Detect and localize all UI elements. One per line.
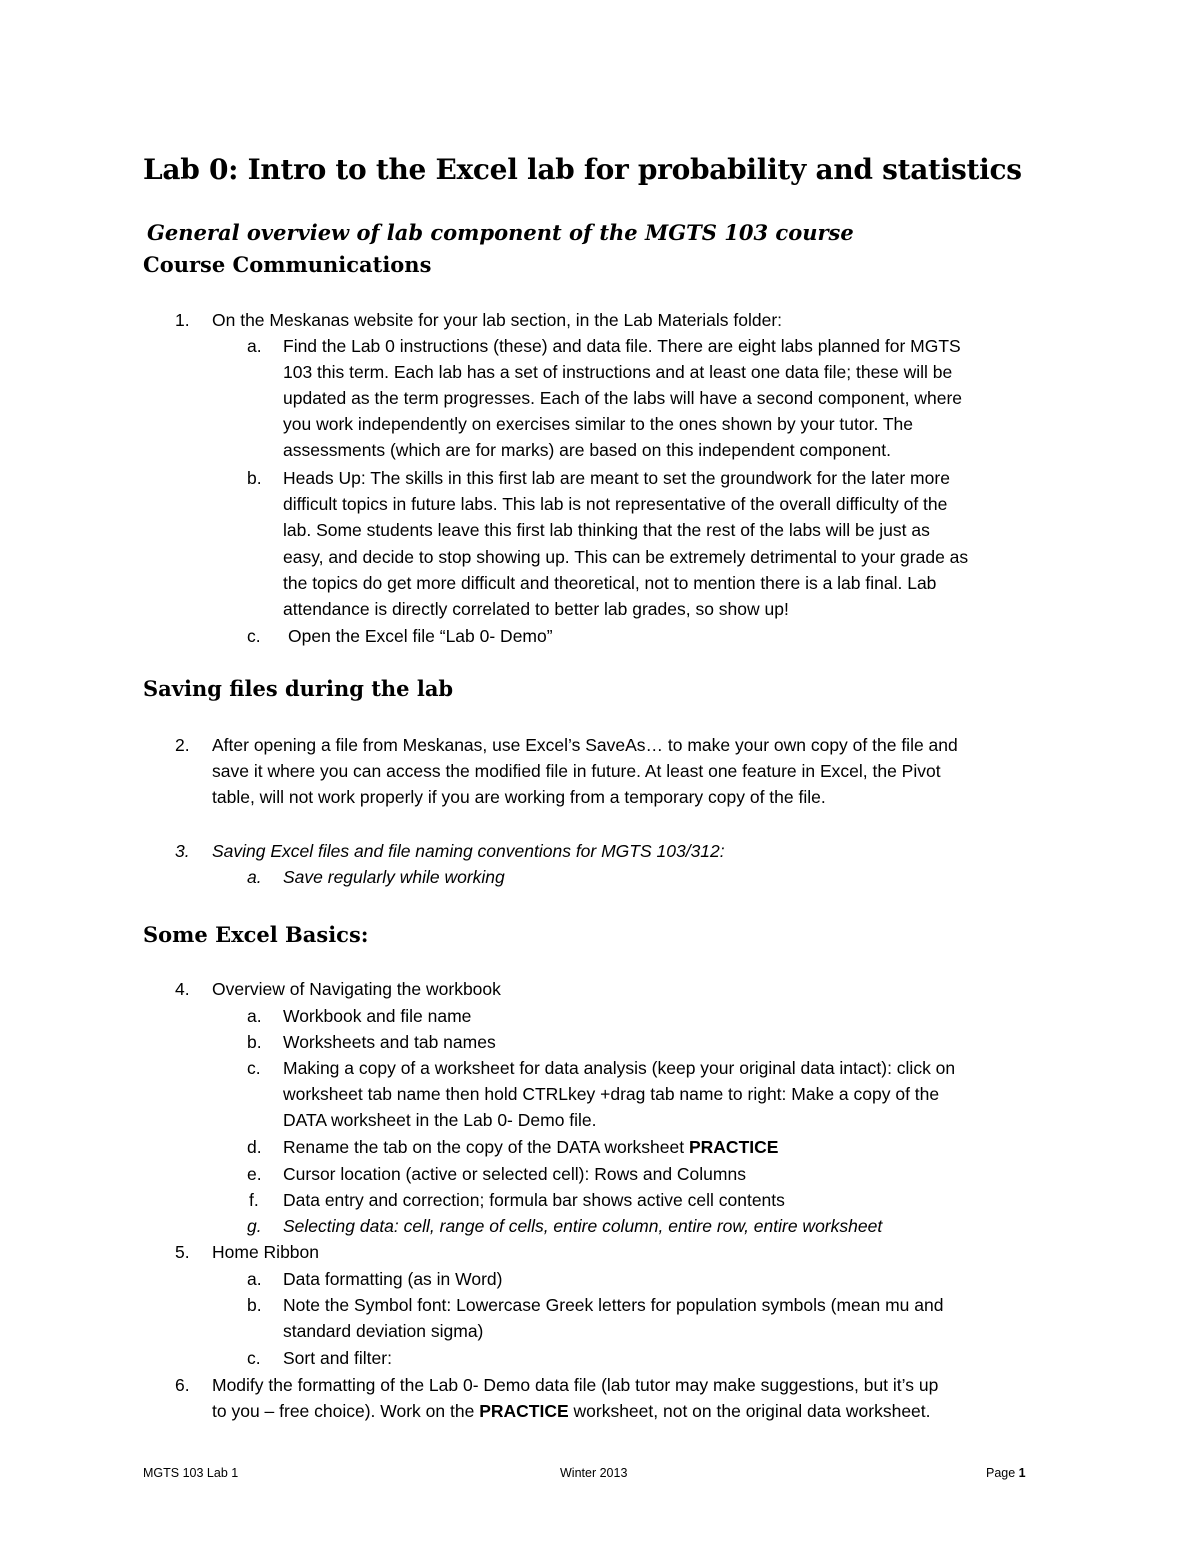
item-6-practice-strong: PRACTICE: [479, 1401, 569, 1421]
footer-right: [986, 1466, 1026, 1480]
item-1a-line: Find the Lab 0 instructions (these) and data file. There are eight labs planned for MGTS: [283, 336, 961, 356]
item-4e-label: e.: [247, 1164, 262, 1184]
item-1c-text: Open the Excel file “Lab 0- Demo”: [288, 626, 553, 646]
item-4f-label: f.: [249, 1190, 259, 1210]
item-2-line: After opening a file from Meskanas, use Excel’s SaveAs… to make your own copy of the file and: [212, 735, 958, 755]
item-4a-label: a.: [247, 1006, 262, 1026]
page-subtitle: General overview of lab component of the MGTS 103 course: [147, 220, 854, 245]
item-5-number: 5.: [175, 1242, 190, 1262]
item-2-line: table, will not work properly if you are working from a temporary copy of the file.: [212, 787, 826, 807]
item-1b-line: attendance is directly correlated to better lab grades, so show up!: [283, 599, 789, 619]
item-1a-label: a.: [247, 336, 262, 356]
item-1b-line: the topics do get more difficult and theoretical, not to mention there is a lab final. Lab: [283, 573, 937, 593]
item-6-line-2-post: worksheet, not on the original data worksheet.: [568, 1401, 931, 1421]
item-1b-label: b.: [247, 468, 262, 488]
item-4b-label: b.: [247, 1032, 262, 1052]
footer-page-label: Page: [986, 1466, 1019, 1480]
item-5c-label: c.: [247, 1348, 261, 1368]
item-3a-label: a.: [247, 867, 262, 887]
item-2-line: save it where you can access the modified file in future. At least one feature in Excel, the Pivot: [212, 761, 941, 781]
item-5a-text: Data formatting (as in Word): [283, 1269, 503, 1289]
item-5b-label: b.: [247, 1295, 262, 1315]
item-4-number: 4.: [175, 979, 190, 999]
item-5b-line: Note the Symbol font: Lowercase Greek letters for population symbols (mean mu and: [283, 1295, 944, 1315]
item-4d-row: [283, 1136, 778, 1158]
item-5a-label: a.: [247, 1269, 262, 1289]
item-4c-line: worksheet tab name then hold CTRLkey +drag tab name to right: Make a copy of the: [283, 1084, 940, 1104]
item-6-number: 6.: [175, 1375, 190, 1395]
item-4g-label: g.: [247, 1216, 262, 1236]
item-1a-line: 103 this term. Each lab has a set of instructions and at least one data file; these will be: [283, 362, 953, 382]
item-3-number: 3.: [175, 841, 190, 861]
footer-left: MGTS 103 Lab 1: [143, 1466, 239, 1480]
item-4f-text: Data entry and correction; formula bar shows active cell contents: [283, 1190, 785, 1210]
item-4g-text: Selecting data: cell, range of cells, entire column, entire row, entire worksheet: [283, 1216, 883, 1236]
item-1b-line: Heads Up: The skills in this first lab are meant to set the groundwork for the later more: [283, 468, 950, 488]
item-4e-text: Cursor location (active or selected cell): Rows and Columns: [283, 1164, 746, 1184]
item-1b-line: lab. Some students leave this first lab thinking that the rest of the labs will be just as: [283, 520, 930, 540]
item-4c-line: DATA worksheet in the Lab 0- Demo file.: [283, 1110, 597, 1130]
item-1-text: On the Meskanas website for your lab section, in the Lab Materials folder:: [212, 310, 783, 330]
item-4d-text: Rename the tab on the copy of the DATA worksheet: [283, 1137, 689, 1157]
item-1b-line: difficult topics in future labs. This lab is not representative of the overall difficulty of the: [283, 494, 948, 514]
item-1a-line: updated as the term progresses. Each of the labs will have a second component, where: [283, 388, 963, 408]
item-4c-line: Making a copy of a worksheet for data analysis (keep your original data intact): click on: [283, 1058, 956, 1078]
heading-saving-files: Saving files during the lab: [143, 676, 454, 701]
item-4-text: Overview of Navigating the workbook: [212, 979, 501, 999]
item-5b-line: standard deviation sigma): [283, 1321, 484, 1341]
page-title: Lab 0: Intro to the Excel lab for probability and statistics: [143, 153, 1022, 186]
item-5c-text: Sort and filter:: [283, 1348, 392, 1368]
item-4c-label: c.: [247, 1058, 261, 1078]
item-6-line-1: Modify the formatting of the Lab 0- Demo data file (lab tutor may make suggestions, but it’s up: [212, 1375, 939, 1395]
item-5-text: Home Ribbon: [212, 1242, 319, 1262]
item-1-number: 1.: [175, 310, 190, 330]
item-2-number: 2.: [175, 735, 190, 755]
item-3a-text: Save regularly while working: [283, 867, 505, 887]
item-1b-line: easy, and decide to stop showing up. This can be extremely detrimental to your grade as: [283, 547, 969, 567]
item-6-line-2-pre: to you – free choice). Work on the: [212, 1401, 480, 1421]
item-1c-label: c.: [247, 626, 261, 646]
footer-center: Winter 2013: [560, 1466, 628, 1480]
heading-excel-basics: Some Excel Basics:: [143, 922, 369, 947]
item-1a-line: assessments (which are for marks) are based on this independent component.: [283, 440, 891, 460]
heading-course-communications: Course Communications: [143, 252, 432, 277]
item-4d-label: d.: [247, 1137, 262, 1157]
footer-page-number: 1: [1018, 1466, 1026, 1480]
item-1a-line: you work independently on exercises similar to the ones shown by your tutor. The: [283, 414, 914, 434]
item-4a-text: Workbook and file name: [283, 1006, 472, 1026]
item-4b-text: Worksheets and tab names: [283, 1032, 496, 1052]
item-6-line-2: [212, 1400, 931, 1422]
item-3-text: Saving Excel files and file naming conventions for MGTS 103/312:: [212, 841, 725, 861]
item-4d-strong: PRACTICE: [688, 1137, 779, 1157]
